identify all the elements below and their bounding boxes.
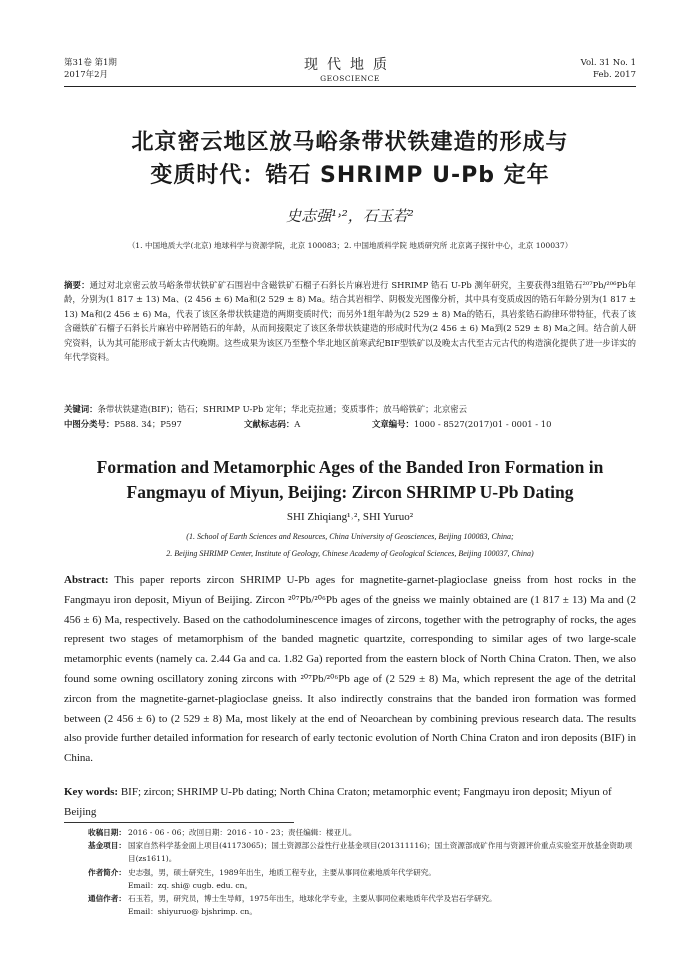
title-cn-line2: 变质时代：锆石 SHRIMP U-Pb 定年 (150, 163, 550, 188)
received-text: 2016 - 06 - 06；改回日期：2016 - 10 - 23；责任编辑：楼亚儿。 (128, 828, 357, 837)
title-cn (40, 126, 660, 192)
header-rule (64, 86, 636, 87)
keywords-cn-text: 条带状铁建造(BIF)；锆石；SHRIMP U-Pb 定年；华北克拉通；变质事件；放马峪铁矿；北京密云 (97, 404, 467, 414)
abstract-cn-text: 通过对北京密云放马峪条带状铁矿矿石围岩中含磁铁矿石榴子石斜长片麻岩进行 SHRIMP 锆石 U-Pb 测年研究，主要获得3组锆石²⁰⁷Pb/²⁰⁶Pb年龄，分别为(1 817 ± 13) Ma、(2 456 ± 6) Ma和(2 529 ± 8) Ma。结合其岩相学、阴极发光图像分析，其中具有变质成因的锆石年龄分别为(1 817 ± 13) Ma和(2 456 ± 6) Ma，代表了该区条带状铁建造的两期变质时代；而另外1组年龄为(2 529 ± 8) Ma的锆石，具岩浆锆石韵律环带特征，代表了该含磁铁矿石榴子石斜长片麻岩中碎屑锆石的年龄，从而间接限定了该区条带状铁建造的形成时代为(2 456 ± 6) Ma到(2 529 ± 8) Ma之间。结合前人研究资料，认为其可能形成于新太古代晚期。这些成果为该区乃至整个华北地区前寒武纪BIF型铁矿以及晚太古代至古元古代的构造演化提供了进一步详实的年代学资料。 (64, 280, 636, 363)
keywords-en-label: Key words: (64, 786, 119, 798)
volume-cn: 第31卷 第1期 (64, 58, 117, 68)
abstract-en-label: Abstract: (64, 574, 109, 586)
title-en (50, 455, 650, 505)
date-en: Feb. 2017 (593, 70, 636, 80)
abstract-cn-label: 摘要： (64, 280, 90, 290)
date-cn: 2017年2月 (64, 70, 109, 80)
keywords-en (64, 783, 636, 822)
footnote-funding (88, 839, 636, 865)
affiliation-en-1: (1. School of Earth Sciences and Resources, China University of Geosciences, Beijing 100083, China; (186, 532, 514, 541)
volume-en: Vol. 31 No. 1 (580, 58, 636, 68)
article-no-label: 文章编号： (372, 419, 414, 429)
footnote-received (88, 826, 636, 839)
abstract-cn (64, 278, 636, 364)
abstract-en (64, 571, 636, 769)
footnote-author-email: Email：zq. shi@ cugb. edu. cn。 (128, 880, 253, 890)
clc-label: 中图分类号： (64, 419, 115, 429)
article-no-value: 1000 - 8527(2017)01 - 0001 - 10 (413, 419, 552, 429)
keywords-en-text: BIF; zircon; SHRIMP U-Pb dating; North China Craton; metamorphic event; Fangmayu iron deposit; Miyun of Beijing (64, 786, 612, 818)
doc-code (244, 417, 300, 431)
journal-name-en: GEOSCIENCE (320, 74, 380, 83)
title-en-line2: Fangmayu of Miyun, Beijing: Zircon SHRIMP U-Pb Dating (126, 482, 574, 502)
affiliation-en-2: 2. Beijing SHRIMP Center, Institute of Geology, Chinese Academy of Geological Sciences, Beijing 100037, China) (166, 549, 534, 558)
article-no (372, 417, 551, 431)
keywords-cn-label: 关键词： (64, 404, 98, 414)
doc-code-value: A (294, 419, 301, 429)
clc (64, 417, 182, 431)
title-en-line1: Formation and Metamorphic Ages of the Banded Iron Formation in (96, 457, 604, 477)
corr-label: 通信作者： (88, 894, 126, 904)
keywords-cn (64, 402, 636, 416)
funding-text: 国家自然科学基金面上项目(41173065)；国土资源部公益性行业基金项目(201311116)；国土资源部成矿作用与资源评价重点实验室开放基金资助项目(zs1611)。 (128, 841, 633, 864)
authors-en: SHI Zhiqiang¹˒², SHI Yuruo² (286, 511, 414, 523)
affiliation-en (64, 528, 636, 562)
footnote-rule (64, 822, 294, 823)
abstract-en-text: This paper reports zircon SHRIMP U-Pb ages for magnetite-garnet-plagioclase gneiss from host rocks in the Fangmayu iron deposit, Miyun of Beijing. Zircon ²⁰⁷Pb/²⁰⁶Pb ages of the gneiss we mainly obtained are (1 817 ± 13) Ma and (2 456 ± 6) Ma, respectively. Based on the cathodoluminescence images of zircons, together with the petrography of rocks, the ages represent two stages of metamorphism of the banded magnetic quartzite, corresponding to similar ages of two large-scale metamorphic events (namely ca. 2.44 Ga and ca. 1.82 Ga) reported from the eastern block of North China Craton. Then, we also found some owning oscillatory zoning zircons with ²⁰⁷Pb/²⁰⁶Pb age of (2 529 ± 8) Ma, which represent the age of the detrital zircon from the magnetite-garnet-plagioclase gneiss. It also indirectly constrains that the banded iron formation was formed between (2 456 ± 6) to (2 529 ± 8) Ma, most likely at the end of Neoarchean by combining previous research data. The results also provide further detailed information for research of early tectonic evolution of North China Craton and iron deposits (BIF) in China. (64, 574, 636, 765)
corr-text: 石玉若，男，研究员，博士生导师，1975年出生，地球化学专业，主要从事同位素地质年代学及岩石学研究。 (128, 894, 497, 904)
footnote (88, 826, 636, 918)
authors-cn: 史志强¹˒²，石玉若² (286, 207, 414, 225)
affiliation-cn: （1. 中国地质大学(北京) 地球科学与资源学院，北京 100083；2. 中国地质科学院 地质研究所 北京离子探针中心，北京 100037） (127, 241, 573, 250)
header-right (581, 57, 636, 81)
author-label: 作者简介： (88, 867, 126, 877)
title-cn-line1: 北京密云地区放马峪条带状铁建造的形成与 (131, 130, 569, 155)
doc-code-label: 文献标志码： (244, 419, 295, 429)
header-center (64, 57, 636, 84)
clc-value: P588. 34；P597 (114, 419, 182, 429)
footnote-corresponding (88, 892, 636, 905)
received-label: 收稿日期： (88, 828, 126, 837)
funding-label: 基金项目： (88, 841, 126, 851)
author-text: 史志强，男，硕士研究生，1989年出生，地质工程专业，主要从事同位素地质年代学研究。 (128, 867, 436, 877)
footnote-corr-email: Email：shiyuruo@ bjshrimp. cn。 (128, 907, 257, 917)
journal-name-cn: 现代地质 (304, 57, 396, 73)
footnote-author (88, 866, 636, 879)
